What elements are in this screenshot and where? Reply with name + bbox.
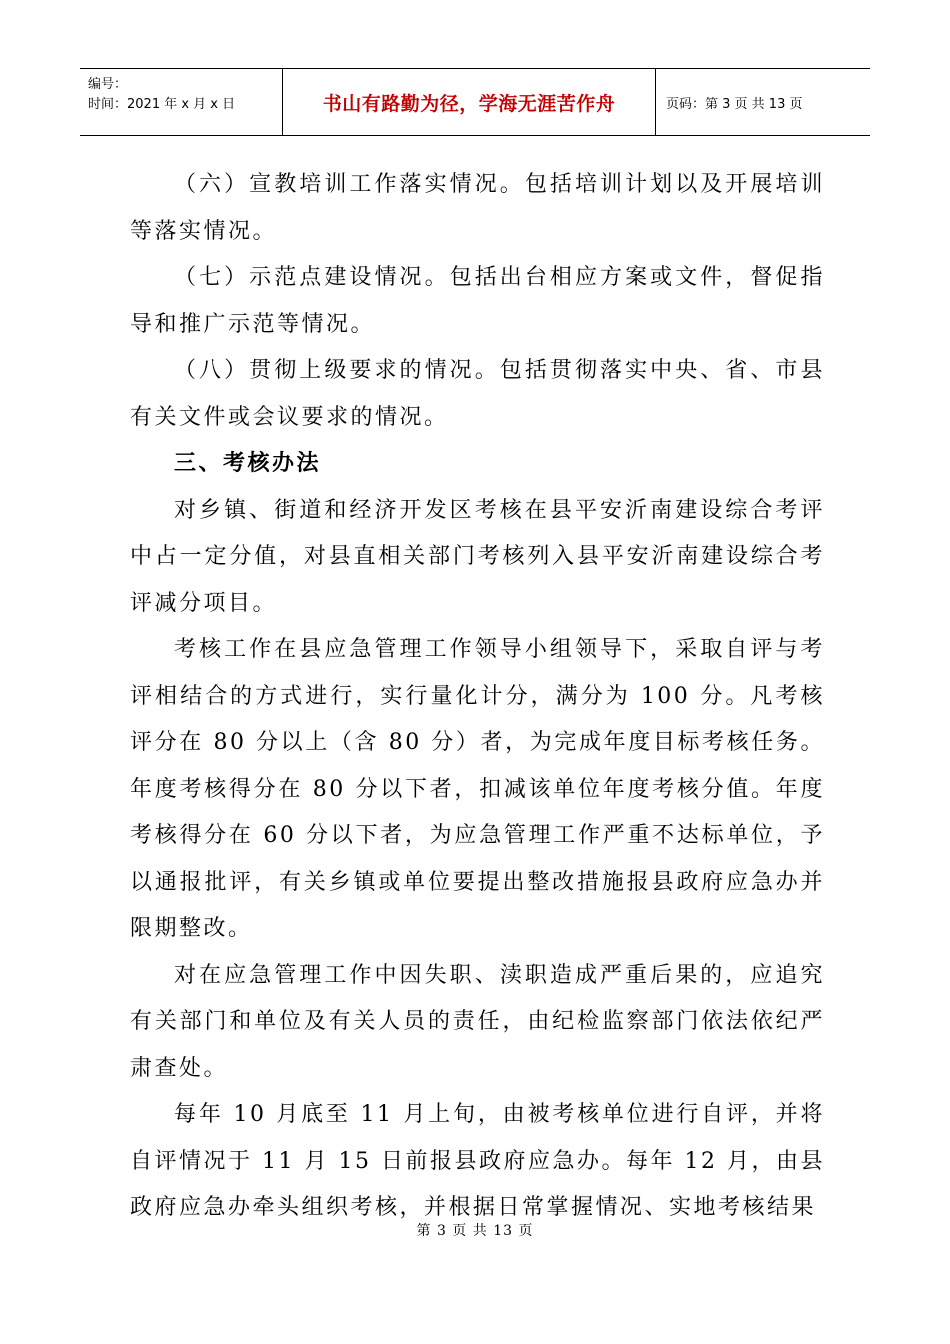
document-body [130,162,825,1232]
paragraph-six: （六）宣教培训工作落实情况。包括培训计划以及开展培训等落实情况。 [130,172,825,244]
section-paragraph: 对乡镇、街道和经济开发区考核在县平安沂南建设综合考评中占一定分值，对县直相关部门考核列入县平安沂南建设综合考评减分项目。 [130,497,825,616]
header-motto-cell [283,69,656,135]
document-date: 时间：2021 年 x 月 x 日 [88,97,236,112]
document-number: 编号： [88,77,128,92]
header-meta [80,69,283,135]
section-paragraph: 对在应急管理工作中因失职、渎职造成严重后果的，应追究有关部门和单位及有关人员的责任，由纪检监察部门依法依纪严肃查处。 [130,962,825,1081]
section-paragraph: 每年 10 月底至 11 月上旬，由被考核单位进行自评，并将自评情况于 11 月 15 日前报县政府应急办。每年 12 月，由县政府应急办牵头组织考核，并根据日常掌握情况、实地考核结果 [130,1102,825,1220]
page-footer: 第 3 页 共 13 页 [416,1223,534,1239]
document-header [80,68,870,136]
header-page-info: 页码：第 3 页 共 13 页 [666,96,803,112]
paragraph-eight: （八）贯彻上级要求的情况。包括贯彻落实中央、省、市县有关文件或会议要求的情况。 [130,358,825,430]
paragraph-seven: （七）示范点建设情况。包括出台相应方案或文件，督促指导和推广示范等情况。 [130,265,825,337]
section-paragraph: 考核工作在县应急管理工作领导小组领导下，采取自评与考评相结合的方式进行，实行量化计分，满分为 100 分。凡考核评分在 80 分以上（含 80 分）者，为完成年度目标考核任务。年度考核得分在 80 分以下者，扣减该单位年度考核分值。年度考核得分在 60 分以下者，为应急管理工作严重不达标单位，予以通报批评，有关乡镇或单位要提出整改措施报县政府应急办并限期整改。 [130,637,825,941]
section-heading: 三、考核办法 [174,451,322,476]
header-motto: 书山有路勤为径，学海无涯苦作舟 [322,92,616,115]
